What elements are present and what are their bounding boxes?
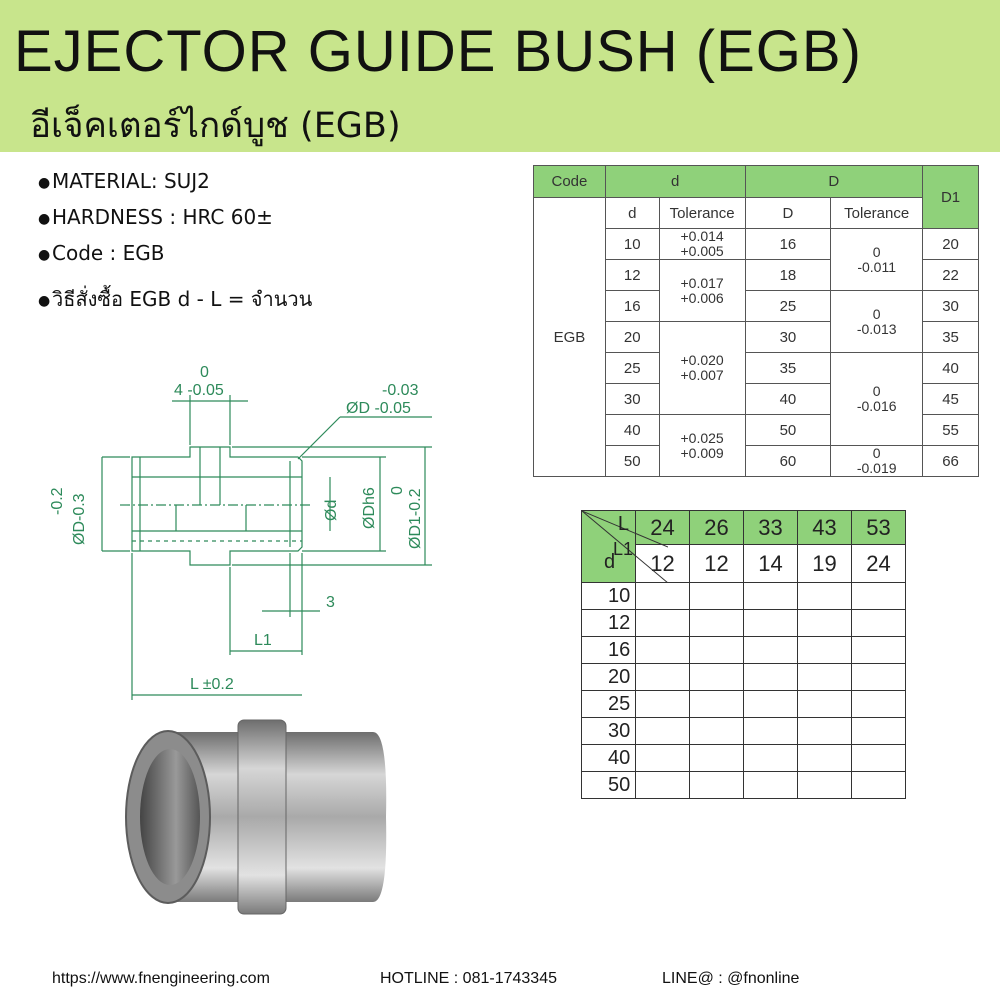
order-row: 40 [582, 745, 906, 772]
corner-label-l: L [617, 513, 629, 535]
spec-row: 25 35 0 -0.016 40 [534, 353, 979, 384]
order-L-value: 33 [744, 511, 798, 545]
product-photo [118, 712, 393, 922]
tolerance-D-1: 0 -0.011 [831, 229, 923, 291]
order-L-value: 26 [690, 511, 744, 545]
spec-row: 40 +0.025 +0.009 50 55 [534, 415, 979, 446]
spec-header-code: Code [534, 166, 606, 198]
order-row: 12 [582, 610, 906, 637]
spec-material: ●MATERIAL: SUJ2 [38, 163, 518, 199]
spec-table [533, 165, 979, 477]
title-thai: อีเจ็คเตอร์ไกด์บูช (EGB) [30, 106, 401, 146]
bullet-icon: ● [38, 210, 51, 227]
title-english: EJECTOR GUIDE BUSH (EGB) [14, 19, 862, 84]
bullet-icon: ● [38, 174, 51, 191]
order-row: 16 [582, 637, 906, 664]
drawing-label-left-tol1: -0.2 [49, 487, 66, 515]
spec-header-D1: D1 [923, 166, 979, 229]
drawing-label-d1-tol: 0 [389, 486, 406, 495]
tolerance-D-4: 0 -0.019 [831, 446, 923, 477]
drawing-label-od: ØD -0.05 [346, 400, 411, 417]
tolerance-D-2: 0 -0.013 [831, 291, 923, 353]
tolerance-D-3: 0 -0.016 [831, 353, 923, 446]
order-row: 25 [582, 691, 906, 718]
spec-subheader-tol2: Tolerance [831, 198, 923, 229]
spec-list [38, 163, 518, 317]
order-row: 10 [582, 583, 906, 610]
order-L-value: 24 [636, 511, 690, 545]
spec-code: ●Code : EGB [38, 235, 518, 271]
order-L1-value: 14 [744, 545, 798, 583]
spec-row: 12 +0.017 +0.006 18 22 [534, 260, 979, 291]
spec-header-d: d [605, 166, 745, 198]
bullet-icon: ● [38, 246, 51, 263]
order-row: 50 [582, 772, 906, 799]
spec-code-cell: EGB [534, 198, 606, 477]
order-L1-value: 12 [636, 545, 690, 583]
order-L1-value: 12 [690, 545, 744, 583]
drawing-label-l1: L1 [254, 632, 272, 649]
spec-subheader-d: d [605, 198, 659, 229]
footer-website[interactable]: https://www.fnengineering.com [52, 970, 270, 987]
drawing-label-l: L ±0.2 [190, 676, 234, 693]
technical-drawing [40, 355, 470, 710]
drawing-label-3: 3 [326, 594, 335, 611]
spec-order-method: ●วิธีสั่งซื้อ EGB d - L = จำนวน [38, 281, 518, 317]
drawing-label-dh6: ØDh6 [361, 487, 378, 529]
order-L-value: 43 [798, 511, 852, 545]
corner-label-l1: L1 [612, 539, 633, 559]
spec-row: 16 25 0 -0.013 30 [534, 291, 979, 322]
drawing-label-flange-width: 4 -0.05 [174, 382, 224, 399]
header-banner [0, 0, 1000, 152]
spec-subheader-D: D [745, 198, 831, 229]
corner-label-d: d [604, 551, 616, 573]
order-row: 30 [582, 718, 906, 745]
tolerance-d-2: +0.017 +0.006 [659, 260, 745, 322]
tolerance-d-4: +0.025 +0.009 [659, 415, 745, 477]
spec-row: 50 60 0 -0.019 66 [534, 446, 979, 477]
order-L1-value: 24 [852, 545, 906, 583]
drawing-label-d: Ød [323, 499, 340, 521]
order-table [581, 510, 906, 799]
tolerance-d-3: +0.020 +0.007 [659, 322, 745, 415]
spec-header-D: D [745, 166, 923, 198]
footer-line: LINE@ : @fnonline [662, 970, 800, 987]
footer-hotline: HOTLINE : 081-1743345 [380, 970, 557, 987]
drawing-label-d1: ØD1-0.2 [407, 488, 424, 549]
drawing-label-left-tol2: ØD-0.3 [71, 493, 88, 545]
bullet-icon: ● [38, 292, 51, 309]
drawing-label-flange-top: 0 [200, 364, 209, 381]
order-corner-cell [582, 511, 636, 583]
spec-row: 30 40 45 [534, 384, 979, 415]
spec-subheader-tol: Tolerance [659, 198, 745, 229]
order-row: 20 [582, 664, 906, 691]
order-L1-value: 19 [798, 545, 852, 583]
spec-hardness: ●HARDNESS : HRC 60± [38, 199, 518, 235]
tolerance-d-1: +0.014 +0.005 [659, 229, 745, 260]
spec-row: 20 +0.020 +0.007 30 35 [534, 322, 979, 353]
order-L-value: 53 [852, 511, 906, 545]
spec-row: 10 +0.014 +0.005 16 0 -0.011 20 [534, 229, 979, 260]
drawing-label-od-upper: -0.03 [382, 382, 419, 399]
